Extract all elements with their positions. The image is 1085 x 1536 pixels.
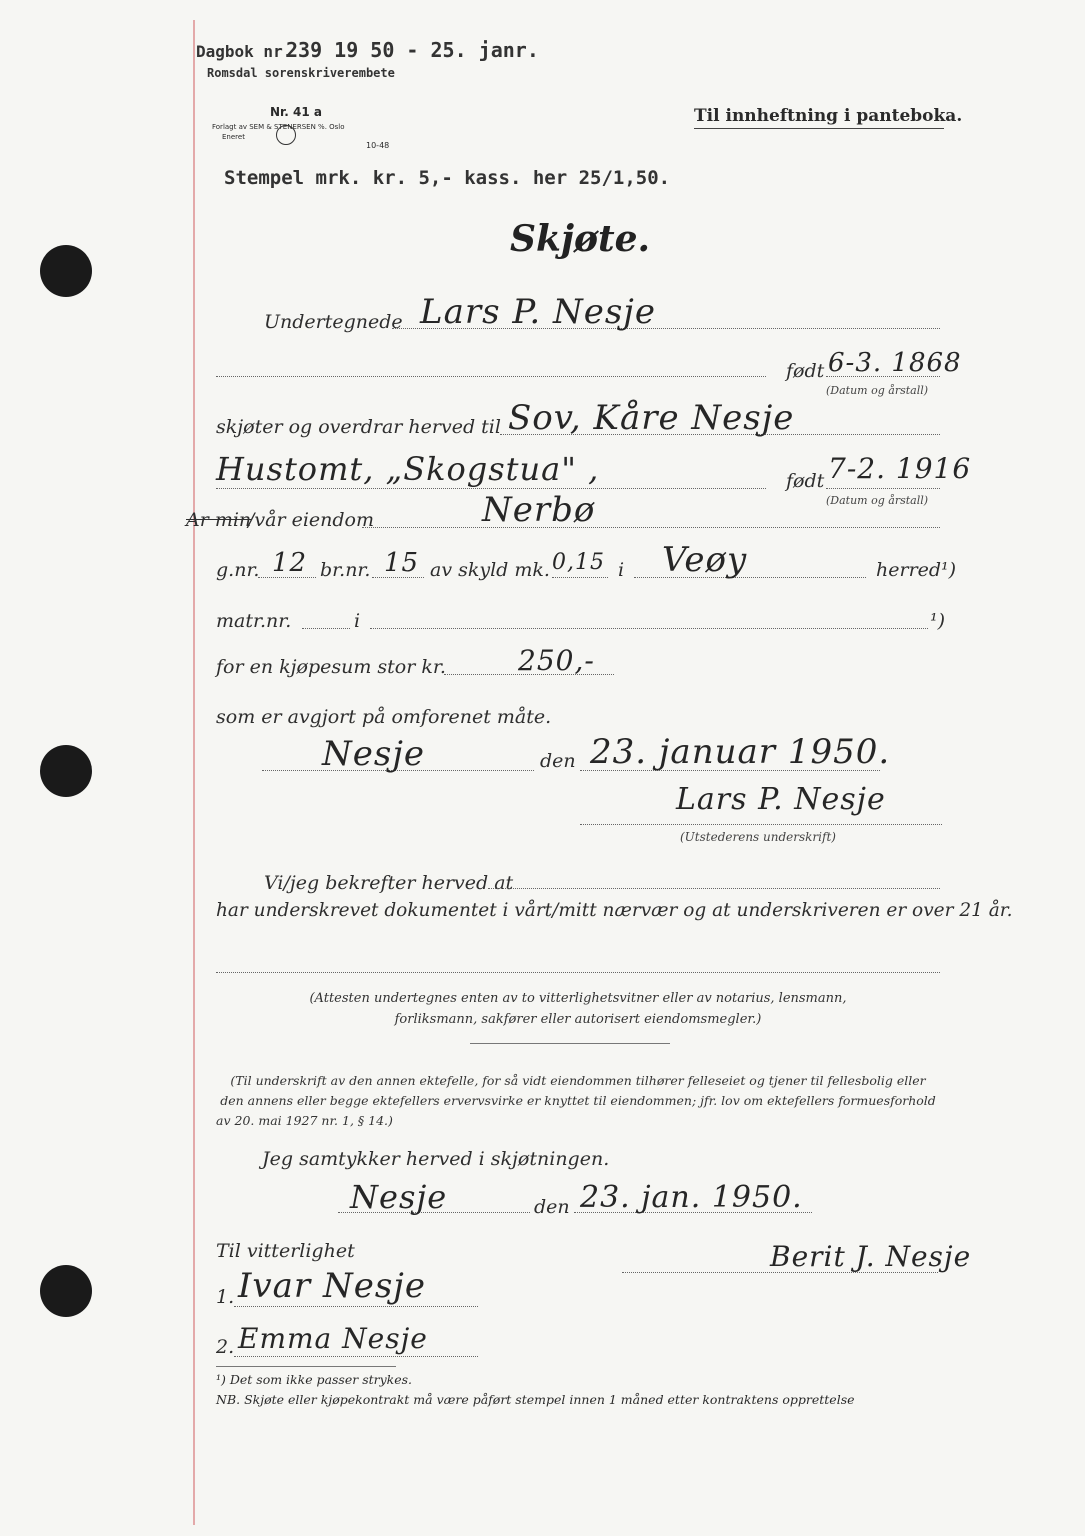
signature-hint: (Utstederens underskrift) bbox=[680, 830, 836, 844]
date-value: 23. januar 1950. bbox=[590, 732, 891, 772]
transfer-line2-rule bbox=[216, 488, 766, 489]
witness1-name: Ivar Nesje bbox=[238, 1266, 426, 1306]
office-name: Romsdal sorenskriverembete bbox=[207, 66, 395, 80]
matr-label: matr.nr. bbox=[216, 610, 292, 632]
form-date: 10-48 bbox=[366, 141, 390, 150]
brnr-label: br.nr. bbox=[320, 559, 371, 581]
born2-label: født bbox=[786, 470, 825, 492]
property-prefix-struck: Ar min bbox=[186, 509, 252, 531]
margin-line bbox=[193, 20, 195, 1525]
spouse-note3: av 20. mai 1927 nr. 1, § 14.) bbox=[216, 1113, 393, 1128]
spouse-note2: den annens eller begge ektefellers ervervsvirke er knyttet til eiendommen; jfr. lov om ektefellers formuesforhold bbox=[220, 1093, 936, 1108]
spouse-signature: Berit J. Nesje bbox=[770, 1240, 972, 1273]
undersigned-value: Lars P. Nesje bbox=[420, 292, 656, 332]
price-label: for en kjøpesum stor kr. bbox=[216, 656, 446, 678]
attest-line2: har underskrevet dokumentet i vårt/mitt nærvær og at underskriveren er over 21 år. bbox=[216, 900, 1013, 921]
transfer-value: Sov, Kåre Nesje bbox=[508, 398, 795, 438]
form-number: Nr. 41 a bbox=[270, 105, 322, 119]
witness1-num: 1. bbox=[216, 1286, 235, 1308]
signature-line bbox=[580, 824, 942, 825]
transfer-label: skjøter og overdrar herved til bbox=[216, 416, 501, 438]
spouse-date-value: 23. jan. 1950. bbox=[580, 1180, 803, 1215]
transfer-line2: Hustomt, „Skogstua" , bbox=[216, 450, 600, 488]
publisher-extra: Eneret bbox=[222, 133, 245, 141]
publisher: Forlagt av SEM & STENERSEN %. Oslo bbox=[212, 123, 345, 131]
spouse-signature-line bbox=[622, 1272, 938, 1273]
consent-text: Jeg samtykker herved i skjøtningen. bbox=[262, 1148, 610, 1170]
born2-value: 7-2. 1916 bbox=[828, 452, 972, 485]
spouse-note1: (Til underskrift av den annen ektefelle, for så vidt eiendommen tilhører felleseiet og tjener til fellesbolig eller bbox=[230, 1073, 926, 1088]
witness-sign-line bbox=[216, 972, 940, 973]
brnr-value: 15 bbox=[384, 548, 420, 578]
den-label: den bbox=[540, 750, 576, 772]
herred-value: Veøy bbox=[662, 540, 748, 580]
spouse-den-label: den bbox=[534, 1196, 570, 1218]
publisher-logo-icon bbox=[276, 125, 296, 145]
signature: Lars P. Nesje bbox=[676, 782, 886, 817]
skyld-label: av skyld mk. bbox=[430, 559, 550, 581]
punch-hole bbox=[40, 245, 92, 297]
witness1-line bbox=[234, 1306, 478, 1307]
skyld-line bbox=[552, 577, 608, 578]
document-title: Skjøte. bbox=[510, 218, 651, 260]
attest-line1: Vi/jeg bekrefter herved at bbox=[264, 872, 514, 894]
witness2-name: Emma Nesje bbox=[238, 1322, 428, 1355]
footnote-divider bbox=[216, 1366, 396, 1367]
binding-note: Til innheftning i panteboka. bbox=[694, 106, 963, 126]
born2-line bbox=[826, 488, 940, 489]
skyld-value: 0,15 bbox=[552, 550, 605, 575]
date-hint: (Datum og årstall) bbox=[826, 384, 929, 397]
undersigned-label: Undertegnede bbox=[264, 311, 403, 333]
witness-label: Til vitterlighet bbox=[216, 1240, 355, 1262]
property-value: Nerbø bbox=[482, 490, 596, 530]
date-hint-2: (Datum og årstall) bbox=[826, 494, 929, 507]
footnote-1: ¹) Det som ikke passer strykes. bbox=[216, 1372, 413, 1387]
herred-label: herred¹) bbox=[876, 559, 957, 581]
attest-note1: (Attesten undertegnes enten av to vitterlighetsvitner eller av notarius, lensmann, bbox=[309, 991, 847, 1006]
matr-i-label: i bbox=[354, 610, 361, 632]
stamp-line: Stempel mrk. kr. 5,- kass. her 25/1,50. bbox=[224, 167, 671, 189]
matr-end: ¹) bbox=[930, 610, 946, 632]
punch-hole bbox=[40, 1265, 92, 1317]
punch-hole bbox=[40, 745, 92, 797]
binding-underline bbox=[694, 128, 944, 129]
place-value: Nesje bbox=[322, 734, 425, 774]
i-label: i bbox=[618, 559, 625, 581]
dagbok-label: Dagbok nr. bbox=[196, 42, 293, 61]
price-value: 250,- bbox=[518, 644, 595, 677]
born-prefix-line bbox=[216, 376, 766, 377]
settled-text: som er avgjort på omforenet måte. bbox=[216, 706, 552, 728]
matr-i-line bbox=[370, 628, 928, 629]
dagbok-value: 239 19 50 - 25. janr. bbox=[286, 38, 539, 62]
born-label: født bbox=[786, 360, 825, 382]
section-divider bbox=[470, 1043, 670, 1044]
footnote-nb: NB. Skjøte eller kjøpekontrakt må være påført stempel innen 1 måned etter kontraktens opprettelse bbox=[216, 1392, 855, 1407]
matr-line bbox=[302, 628, 350, 629]
gnr-value: 12 bbox=[272, 548, 308, 578]
property-line bbox=[362, 527, 940, 528]
born-value: 6-3. 1868 bbox=[828, 348, 962, 378]
gnr-label: g.nr. bbox=[216, 559, 260, 581]
attest-line1-rule bbox=[488, 888, 940, 889]
spouse-place-value: Nesje bbox=[350, 1178, 448, 1216]
witness2-num: 2. bbox=[216, 1336, 235, 1358]
attest-note2: forliksmann, sakfører eller autorisert eiendomsmegler.) bbox=[394, 1012, 762, 1027]
property-label: /vår eiendom bbox=[248, 509, 375, 531]
witness2-line bbox=[234, 1356, 478, 1357]
